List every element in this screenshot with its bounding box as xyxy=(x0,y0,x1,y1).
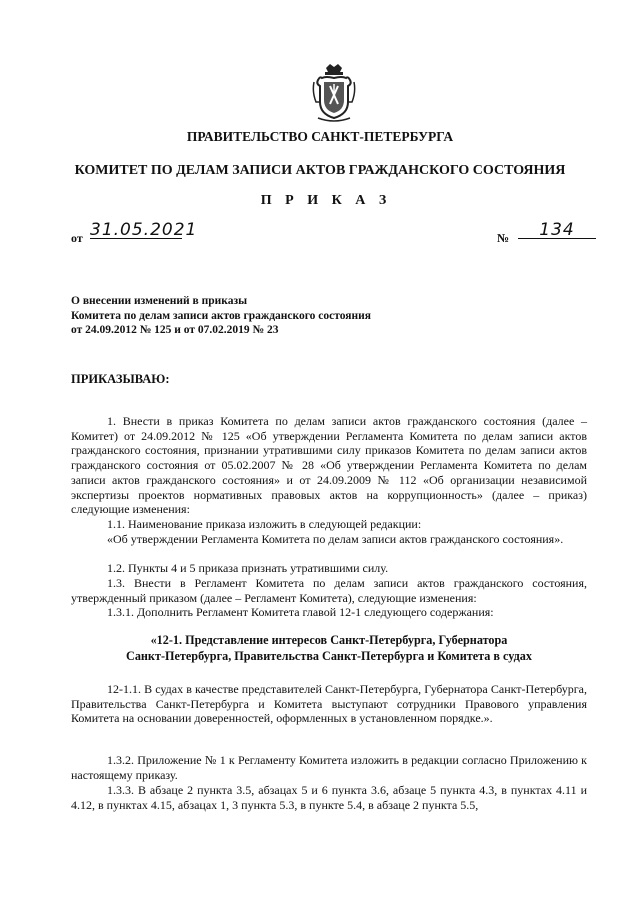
paragraph-1-1-quote: «Об утверждении Регламента Комитета по делам записи актов гражданского состояния». xyxy=(107,532,564,546)
paragraph-1-1: 1.1. Наименование приказа изложить в следующей редакции: xyxy=(107,517,422,531)
paragraph-1-3-1: 1.3.1. Дополнить Регламент Комитета главой 12-1 следующего содержания: xyxy=(107,605,494,619)
date-label: от xyxy=(71,231,83,245)
chapter-title-line: Санкт-Петербурга, Правительства Санкт-Петербурга и Комитета в судах xyxy=(126,648,532,663)
number-handwritten: 134 xyxy=(518,222,596,239)
chapter-12-1-title xyxy=(71,633,587,664)
chapter-title-line: «12-1. Представление интересов Санкт-Петербурга, Губернатора xyxy=(150,633,508,647)
paragraph-1-3-3: 1.3.3. В абзаце 2 пункта 3.5, абзацах 5 и 6 пункта 3.6, абзаце 5 пункта 4.3, в пунктах 4.11 и 4.12, в пунктах 4.15, абзацах 1, 3 пункта 5.3, в пункте 5.4, в абзаце 2 пункта 5.5, xyxy=(71,783,587,812)
number-label: № xyxy=(497,231,510,245)
paragraph-12-1-1: 12-1.1. В судах в качестве представителей Санкт-Петербурга, Губернатора Санкт-Петербурга, Правительства Санкт-Петербурга и Комитета выступают сотрудники Правового управления Комитета на основании доверенностей, оформленных в установленном порядке.». xyxy=(71,682,587,726)
date-handwritten: 31.05.2021 xyxy=(90,220,198,240)
paragraph-1-2: 1.2. Пункты 4 и 5 приказа признать утратившими силу. xyxy=(107,561,389,575)
paragraph-1-3-2: 1.3.2. Приложение № 1 к Регламенту Комитета изложить в редакции согласно Приложению к настоящему приказу. xyxy=(71,753,587,782)
subject-line: О внесении изменений в приказы xyxy=(71,295,248,307)
committee-title: КОМИТЕТ ПО ДЕЛАМ ЗАПИСИ АКТОВ ГРАЖДАНСКОГО СОСТОЯНИЯ xyxy=(74,163,566,178)
paragraph-1: 1. Внести в приказ Комитета по делам записи актов гражданского состояния (далее – Комитет) от 24.09.2012 № 125 «Об утверждении Регламента Комитета по делам записи актов гражданского состояния, признании утратившими силу приказов Комитета по делам записи актов гражданского состояния от 05.02.2007 № 28 «Об утверждении Регламента Комитета по делам записи актов гражданского состояния» и от 24.09.2009 № 112 «Об организации независимой экспертизы проектов нормативных правовых актов на коррупционность» (далее – приказ) следующие изменения: xyxy=(71,414,587,517)
coat-of-arms-emblem xyxy=(312,62,356,124)
paragraph-1-3: 1.3. Внести в Регламент Комитета по делам записи актов гражданского состояния, утвержденный приказом (далее – Регламент Комитета), следующие изменения: xyxy=(71,576,587,605)
government-title: ПРАВИТЕЛЬСТВО САНКТ-ПЕТЕРБУРГА xyxy=(186,129,454,144)
subject-line: Комитета по делам записи актов гражданского состояния xyxy=(71,309,371,322)
order-subject xyxy=(71,294,551,338)
subject-line: от 24.09.2012 № 125 и от 07.02.2019 № 23 xyxy=(71,324,279,336)
document-type-title: П Р И К А З xyxy=(260,193,392,208)
order-directive-word: ПРИКАЗЫВАЮ: xyxy=(71,372,170,386)
